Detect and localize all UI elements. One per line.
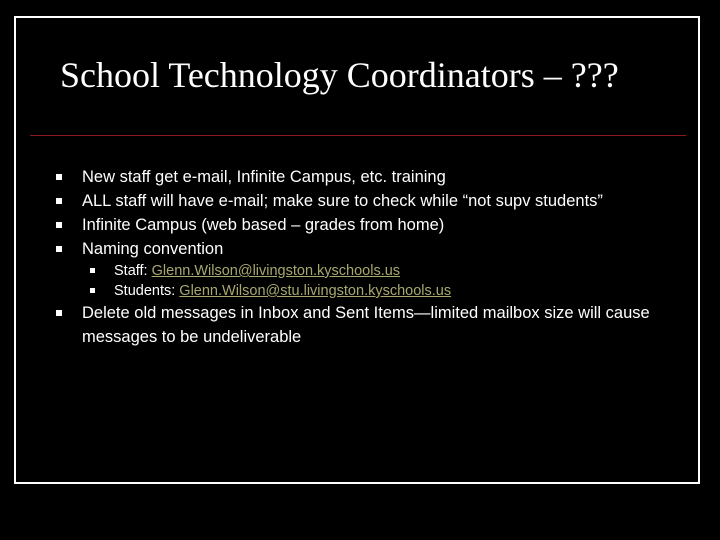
bullet-text: Delete old messages in Inbox and Sent Items—limited mailbox size will cause messages to be undeliverable (82, 304, 650, 346)
sub-bullet-label: Staff: (114, 263, 152, 279)
bullet-item (56, 165, 676, 189)
bullet-text: Infinite Campus (web based – grades from home) (82, 216, 445, 234)
square-bullet-icon (56, 246, 62, 252)
bullet-text: Naming convention (82, 240, 224, 258)
bullet-text: New staff get e-mail, Infinite Campus, etc. training (82, 168, 446, 186)
bullet-item (56, 237, 676, 301)
title-divider (30, 135, 686, 136)
bullet-item (56, 189, 676, 213)
staff-email-link[interactable]: Glenn.Wilson@livingston.kyschools.us (151, 263, 401, 279)
square-bullet-icon (56, 174, 62, 180)
sub-bullet-label: Students: (114, 283, 180, 299)
square-bullet-icon (56, 198, 62, 204)
bullet-list (56, 165, 676, 349)
square-bullet-icon (56, 222, 62, 228)
sub-bullet-item (82, 281, 676, 301)
bullet-item (56, 213, 676, 237)
student-email-link[interactable]: Glenn.Wilson@stu.livingston.kyschools.us (179, 283, 452, 299)
sub-bullet-item (82, 261, 676, 281)
bullet-item (56, 301, 676, 349)
square-bullet-icon (90, 288, 95, 293)
slide-title: School Technology Coordinators – ??? (60, 55, 619, 95)
square-bullet-icon (56, 310, 62, 316)
square-bullet-icon (90, 268, 95, 273)
bullet-text: ALL staff will have e-mail; make sure to check while “not supv students” (82, 192, 603, 210)
sub-bullet-list (82, 261, 676, 301)
